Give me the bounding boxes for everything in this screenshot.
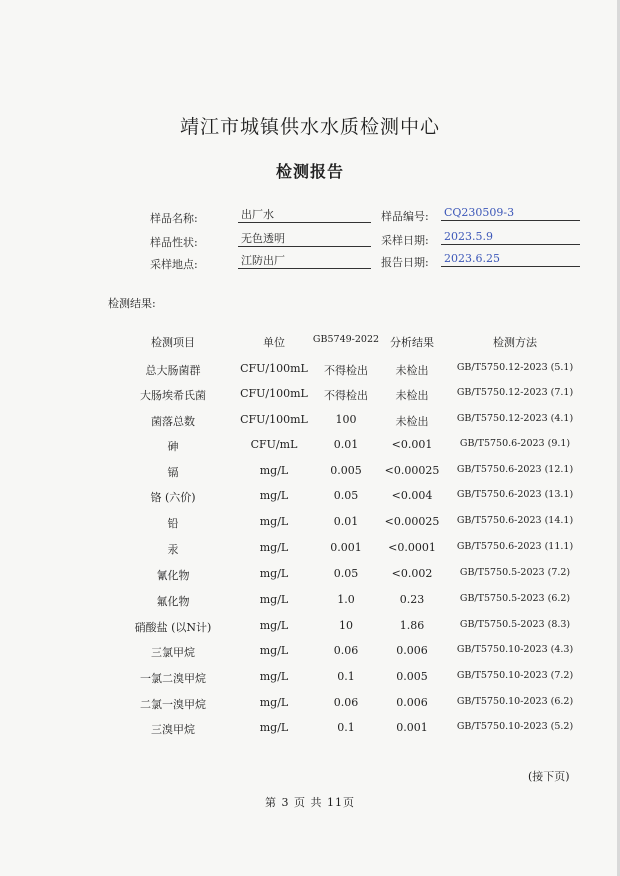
organization-name: 靖江市城镇供水水质检测中心 — [179, 116, 440, 138]
page-number: 第 3 页 共 11页 — [265, 796, 355, 809]
cell-standard: 0.05 — [333, 489, 359, 502]
column-header-item: 检测项目 — [151, 336, 195, 349]
table-row — [0, 696, 620, 712]
cell-method: GB/T5750.6-2023 (13.1) — [456, 489, 574, 500]
table-row — [0, 489, 620, 505]
cell-method: GB/T5750.6-2023 (9.1) — [459, 438, 571, 449]
table-row — [0, 413, 620, 429]
sample-property-value: 无色透明 — [238, 232, 371, 247]
cell-item: 铬 (六价) — [150, 491, 196, 504]
table-row — [0, 670, 620, 686]
cell-method: GB/T5750.6-2023 (12.1) — [456, 464, 574, 475]
continued-note: (接下页) — [528, 770, 570, 783]
cell-method: GB/T5750.6-2023 (14.1) — [456, 515, 574, 526]
cell-result: <0.00025 — [384, 515, 440, 528]
cell-result: <0.0001 — [388, 541, 436, 554]
cell-item: 镉 — [167, 466, 179, 479]
sampling-location-value: 江防出厂 — [238, 254, 371, 269]
sample-name-label: 样品名称: — [150, 212, 198, 225]
cell-standard: 不得检出 — [324, 389, 368, 402]
sampling-location-label: 采样地点: — [150, 258, 198, 271]
cell-result: 0.005 — [396, 670, 428, 683]
cell-unit: CFU/mL — [250, 438, 298, 451]
table-row — [0, 438, 620, 454]
column-header-unit: 单位 — [263, 336, 285, 349]
table-row — [0, 619, 620, 635]
cell-standard: 0.005 — [330, 464, 362, 477]
report-date-label: 报告日期: — [381, 256, 429, 269]
cell-standard: 1.0 — [337, 593, 355, 606]
table-row — [0, 593, 620, 609]
sample-id-value: CQ230509-3 — [441, 206, 580, 221]
cell-method: GB/T5750.12-2023 (7.1) — [456, 387, 574, 398]
cell-unit: mg/L — [259, 489, 289, 502]
results-table-header — [0, 334, 620, 350]
cell-method: GB/T5750.10-2023 (7.2) — [456, 670, 574, 681]
table-row — [0, 387, 620, 403]
cell-result: <0.002 — [391, 567, 433, 580]
cell-result: 未检出 — [395, 389, 429, 402]
cell-method: GB/T5750.5-2023 (8.3) — [459, 619, 571, 630]
sample-name-value: 出厂水 — [238, 208, 371, 223]
cell-standard: 100 — [335, 413, 357, 426]
cell-method: GB/T5750.12-2023 (5.1) — [456, 362, 574, 373]
cell-result: 0.006 — [396, 644, 428, 657]
cell-result: <0.001 — [391, 438, 433, 451]
cell-result: 未检出 — [395, 415, 429, 428]
results-section-label: 检测结果: — [108, 297, 156, 310]
cell-standard: 0.01 — [333, 438, 359, 451]
cell-method: GB/T5750.5-2023 (7.2) — [459, 567, 571, 578]
cell-unit: mg/L — [259, 670, 289, 683]
cell-unit: mg/L — [259, 464, 289, 477]
cell-standard: 0.1 — [337, 721, 355, 734]
table-row — [0, 721, 620, 737]
cell-item: 菌落总数 — [151, 415, 195, 428]
cell-unit: CFU/100mL — [240, 362, 308, 375]
cell-method: GB/T5750.12-2023 (4.1) — [456, 413, 574, 424]
table-row — [0, 541, 620, 557]
cell-unit: mg/L — [259, 721, 289, 734]
cell-result: <0.00025 — [384, 464, 440, 477]
column-header-result: 分析结果 — [390, 336, 434, 349]
cell-item: 氰化物 — [156, 569, 190, 582]
cell-unit: CFU/100mL — [240, 413, 308, 426]
cell-unit: mg/L — [259, 541, 289, 554]
cell-method: GB/T5750.5-2023 (6.2) — [459, 593, 571, 604]
table-row — [0, 464, 620, 480]
sampling-date-label: 采样日期: — [381, 234, 429, 247]
cell-unit: mg/L — [259, 696, 289, 709]
cell-item: 砷 — [167, 440, 179, 453]
cell-item: 总大肠菌群 — [145, 364, 201, 377]
cell-result: <0.004 — [391, 489, 433, 502]
column-header-standard: GB5749-2022 — [312, 334, 380, 345]
cell-result: 0.001 — [396, 721, 428, 734]
sample-id-label: 样品编号: — [381, 210, 429, 223]
cell-method: GB/T5750.6-2023 (11.1) — [456, 541, 574, 552]
table-row — [0, 567, 620, 583]
sampling-date-value: 2023.5.9 — [441, 230, 580, 245]
cell-item: 大肠埃希氏菌 — [140, 389, 206, 402]
cell-standard: 0.06 — [333, 644, 359, 657]
cell-method: GB/T5750.10-2023 (5.2) — [456, 721, 574, 732]
cell-standard: 不得检出 — [324, 364, 368, 377]
cell-item: 一氯二溴甲烷 — [140, 672, 206, 685]
table-row — [0, 515, 620, 531]
cell-standard: 0.05 — [333, 567, 359, 580]
table-row — [0, 644, 620, 660]
cell-method: GB/T5750.10-2023 (4.3) — [456, 644, 574, 655]
cell-standard: 10 — [339, 619, 353, 632]
column-header-method: 检测方法 — [493, 336, 537, 349]
cell-unit: mg/L — [259, 515, 289, 528]
cell-standard: 0.001 — [330, 541, 362, 554]
cell-unit: mg/L — [259, 619, 289, 632]
cell-item: 二氯一溴甲烷 — [140, 698, 206, 711]
cell-item: 铅 — [167, 517, 179, 530]
cell-unit: mg/L — [259, 644, 289, 657]
cell-result: 0.006 — [396, 696, 428, 709]
cell-result: 未检出 — [395, 364, 429, 377]
cell-item: 三氯甲烷 — [151, 646, 195, 659]
table-row — [0, 362, 620, 378]
sample-property-label: 样品性状: — [150, 236, 198, 249]
cell-result: 0.23 — [399, 593, 425, 606]
cell-item: 硝酸盐 (以N计) — [134, 621, 212, 634]
cell-item: 三溴甲烷 — [151, 723, 195, 736]
cell-standard: 0.06 — [333, 696, 359, 709]
cell-method: GB/T5750.10-2023 (6.2) — [456, 696, 574, 707]
cell-unit: mg/L — [259, 567, 289, 580]
cell-standard: 0.01 — [333, 515, 359, 528]
cell-standard: 0.1 — [337, 670, 355, 683]
cell-unit: CFU/100mL — [240, 387, 308, 400]
cell-unit: mg/L — [259, 593, 289, 606]
cell-result: 1.86 — [399, 619, 425, 632]
cell-item: 氟化物 — [156, 595, 190, 608]
report-title: 检测报告 — [275, 162, 344, 181]
report-date-value: 2023.6.25 — [441, 252, 580, 267]
cell-item: 汞 — [167, 543, 179, 556]
